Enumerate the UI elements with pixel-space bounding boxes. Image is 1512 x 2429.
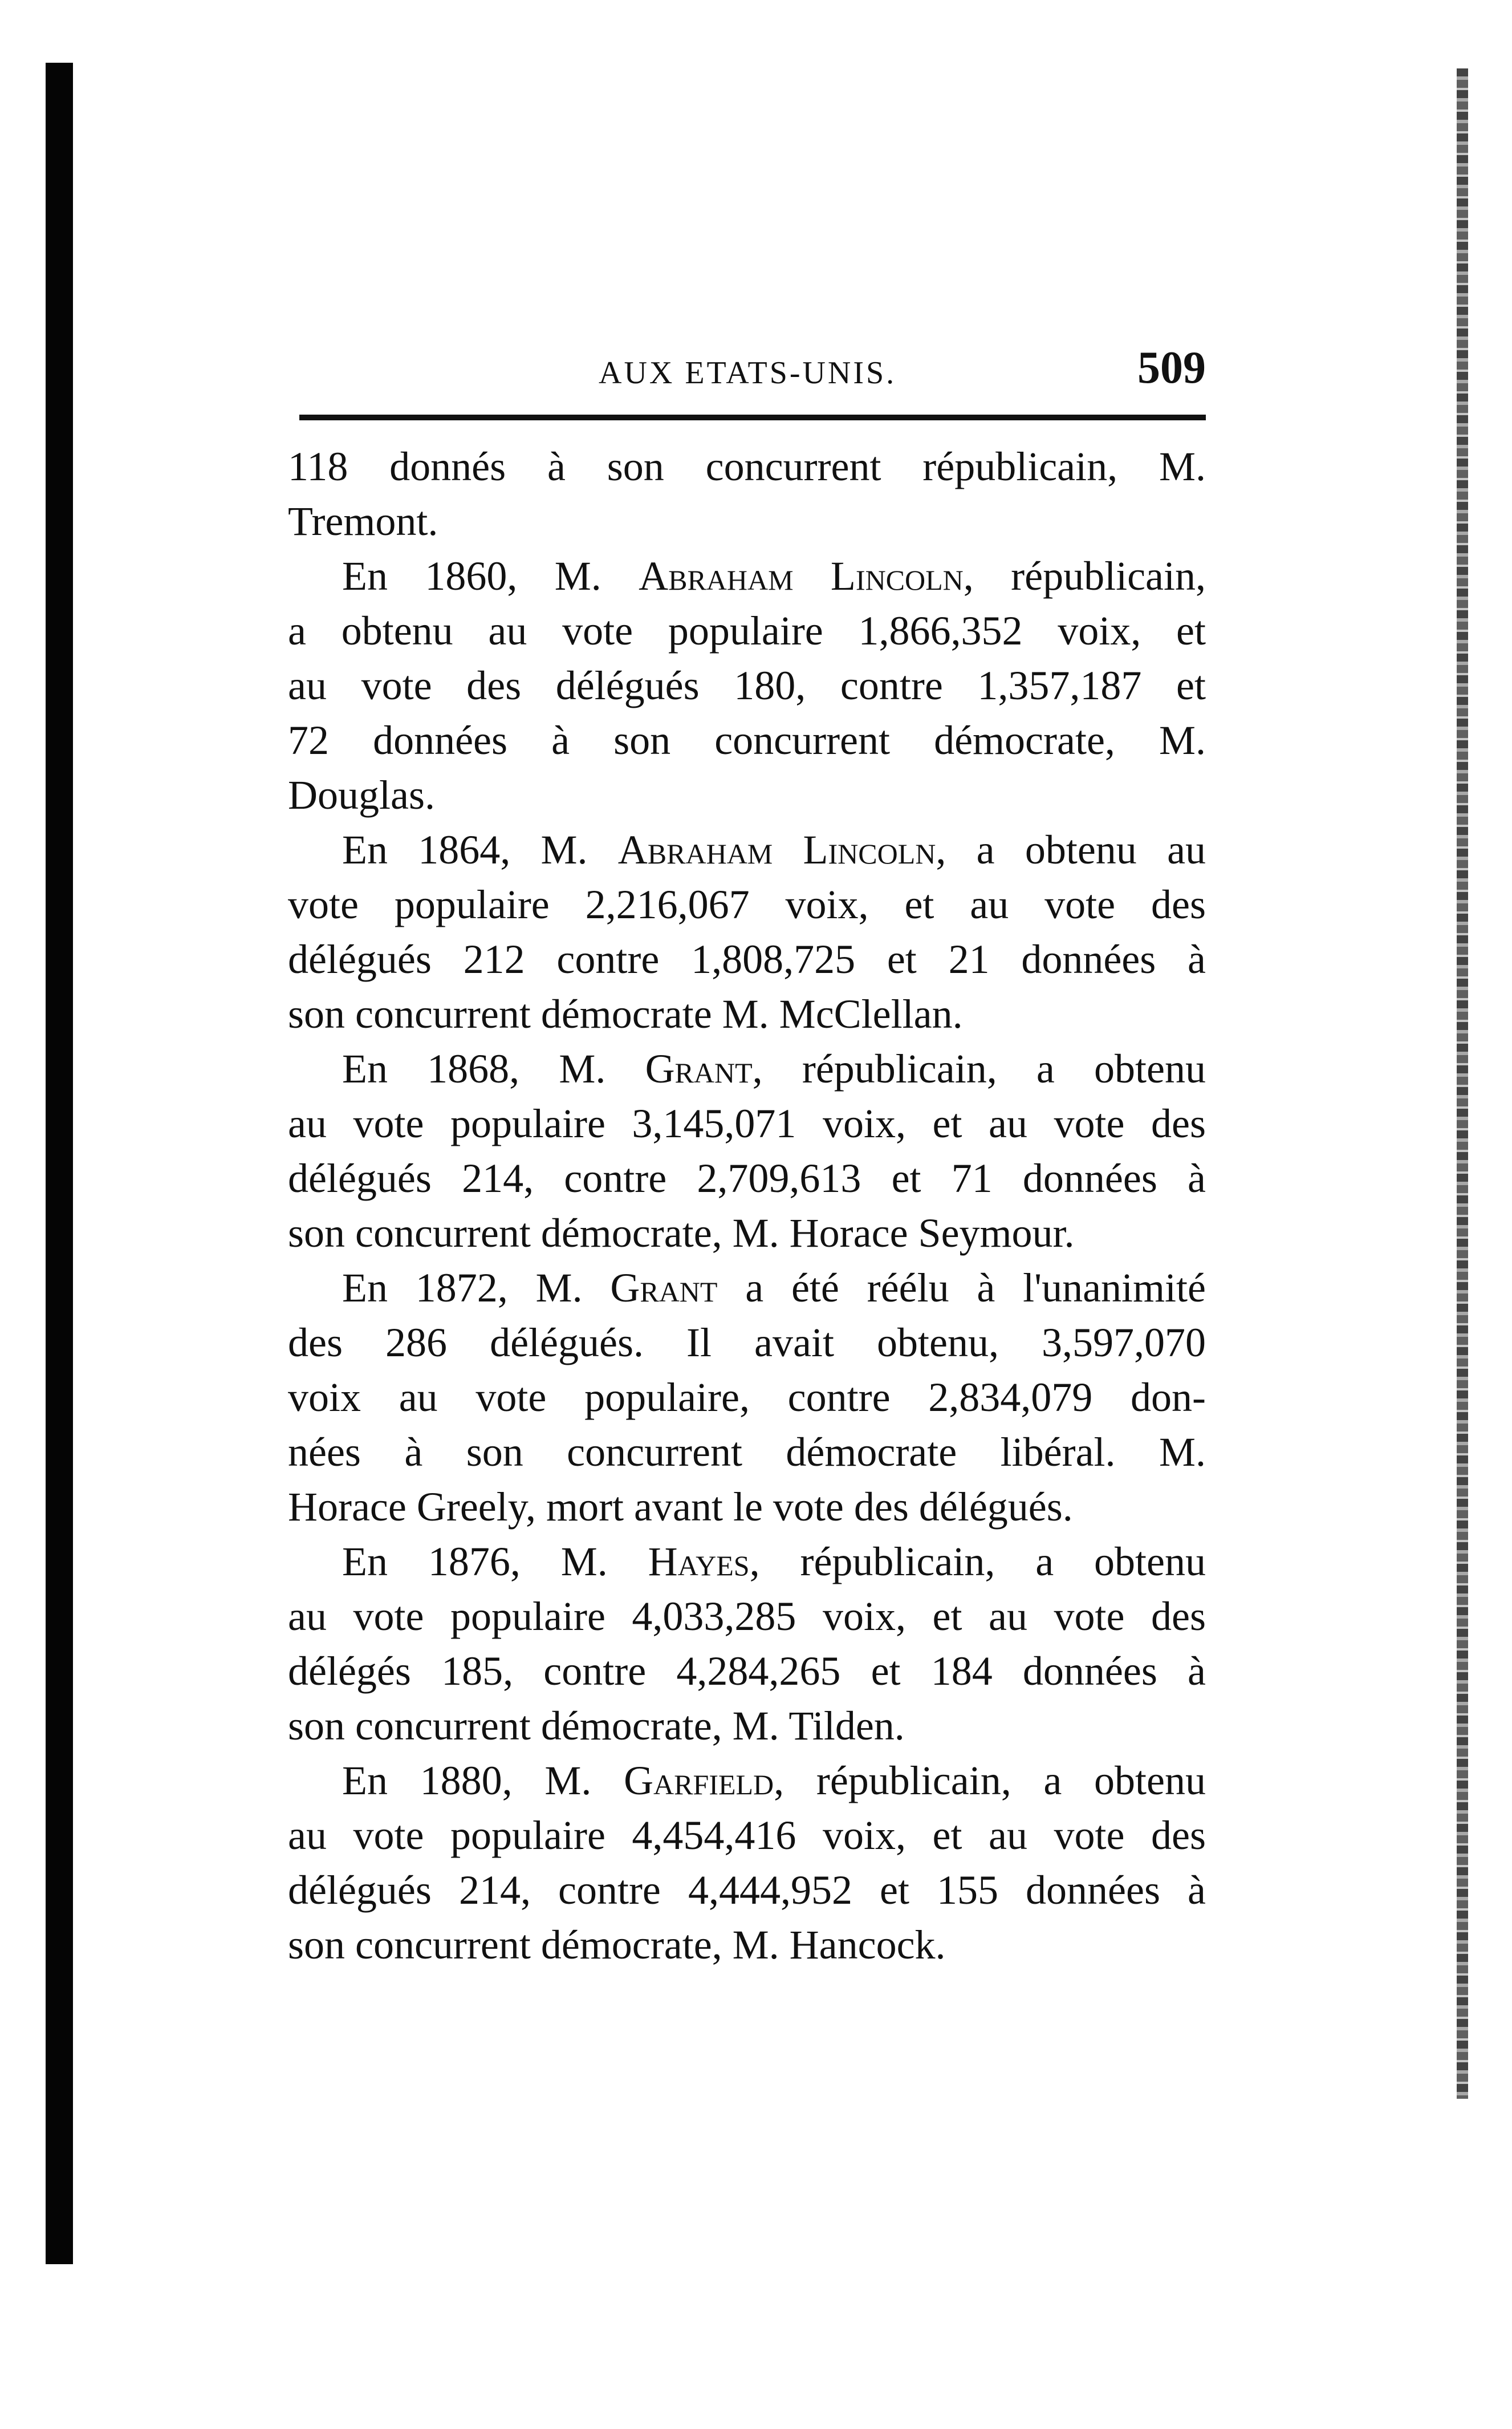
text-span: délégés 185, contre 4,284,265 et 184 données à (288, 1648, 1206, 1694)
text-span: vote populaire 2,216,067 voix, et au vote des (288, 882, 1206, 927)
text-span: des 286 délégués. Il avait obtenu, 3,597,070 (288, 1320, 1206, 1365)
text-span: au vote des délégués 180, contre 1,357,187 et (288, 663, 1206, 708)
text-span: , républicain, a obtenu (749, 1539, 1206, 1584)
paragraph (288, 549, 1206, 822)
text-span: a obtenu au vote populaire 1,866,352 voix, et (288, 608, 1206, 654)
text-span: délégués 214, contre 2,709,613 et 71 données à (288, 1155, 1206, 1201)
text-line (288, 932, 1206, 987)
text-span: 118 donnés à son concurrent républicain, M. (288, 444, 1206, 489)
text-line (288, 713, 1206, 768)
person-name: Abraham Lincoln (617, 827, 936, 873)
text-span: au vote populaire 3,145,071 voix, et au vote des (288, 1101, 1206, 1146)
text-span: au vote populaire 4,033,285 voix, et au vote des (288, 1593, 1206, 1639)
text-span: En 1860, M. (342, 553, 639, 599)
header-rule (299, 415, 1206, 420)
binding-edge-right (1457, 68, 1468, 2099)
text-line (288, 1589, 1206, 1644)
person-name: Grant (645, 1046, 753, 1092)
text-line (288, 1479, 1206, 1534)
text-line (288, 987, 1206, 1041)
text-span: son concurrent démocrate, M. Horace Seymour. (288, 1210, 1075, 1256)
text-span: Douglas. (288, 772, 435, 818)
paragraph (288, 1260, 1206, 1534)
text-line (288, 1315, 1206, 1370)
page-header (288, 342, 1206, 405)
text-span: nées à son concurrent démocrate libéral. M. (288, 1429, 1206, 1475)
text-line (288, 1698, 1206, 1753)
text-span: En 1868, M. (342, 1046, 645, 1092)
text-span: au vote populaire 4,454,416 voix, et au vote des (288, 1812, 1206, 1858)
text-span: délégués 212 contre 1,808,725 et 21 données à (288, 936, 1206, 982)
text-span: délégués 214, contre 4,444,952 et 155 données à (288, 1867, 1206, 1913)
paragraph (288, 1753, 1206, 1972)
text-line (288, 494, 1206, 549)
text-span: son concurrent démocrate, M. Hancock. (288, 1922, 946, 1968)
paragraph (288, 1534, 1206, 1753)
text-line (288, 1917, 1206, 1972)
text-span: son concurrent démocrate M. McClellan. (288, 991, 963, 1037)
text-line (288, 1370, 1206, 1425)
binding-edge-left (46, 63, 73, 2264)
text-span: Horace Greely, mort avant le vote des délégués. (288, 1484, 1073, 1530)
text-span: En 1876, M. (342, 1539, 648, 1584)
text-line (288, 1644, 1206, 1698)
text-line (288, 603, 1206, 658)
text-line (288, 549, 1206, 603)
paragraph (288, 822, 1206, 1041)
text-line (288, 1534, 1206, 1589)
text-line (288, 1260, 1206, 1315)
page-number: 509 (1137, 343, 1206, 393)
person-name: Garfield (624, 1758, 774, 1803)
text-line (288, 1096, 1206, 1151)
text-span: , a obtenu au (936, 827, 1206, 873)
text-span: 72 données à son concurrent démocrate, M. (288, 717, 1206, 763)
text-line (288, 1206, 1206, 1260)
person-name: Abraham Lincoln (639, 553, 964, 599)
paragraph (288, 439, 1206, 549)
paragraph (288, 1041, 1206, 1260)
text-line (288, 1425, 1206, 1479)
text-line (288, 877, 1206, 932)
text-span: a été réélu à l'unanimité (717, 1265, 1206, 1311)
text-line (288, 658, 1206, 713)
text-line (288, 1041, 1206, 1096)
text-line (288, 768, 1206, 822)
person-name: Grant (610, 1265, 718, 1311)
person-name: Hayes (648, 1539, 750, 1584)
text-line (288, 822, 1206, 877)
running-title: AUX ETATS-UNIS. (599, 355, 897, 391)
text-line (288, 1863, 1206, 1917)
text-span: En 1864, M. (342, 827, 618, 873)
text-span: voix au vote populaire, contre 2,834,079 don- (288, 1374, 1206, 1420)
text-span: , républicain, a obtenu (752, 1046, 1206, 1092)
text-span: son concurrent démocrate, M. Tilden. (288, 1703, 905, 1749)
text-span: , républicain, a obtenu (774, 1758, 1206, 1803)
text-line (288, 1151, 1206, 1206)
text-span: , républicain, (963, 553, 1206, 599)
text-line (288, 1753, 1206, 1808)
text-line (288, 1808, 1206, 1863)
text-line (288, 439, 1206, 494)
body-text (288, 439, 1206, 1972)
text-span: Tremont. (288, 498, 438, 544)
text-span: En 1880, M. (342, 1758, 624, 1803)
text-span: En 1872, M. (342, 1265, 611, 1311)
